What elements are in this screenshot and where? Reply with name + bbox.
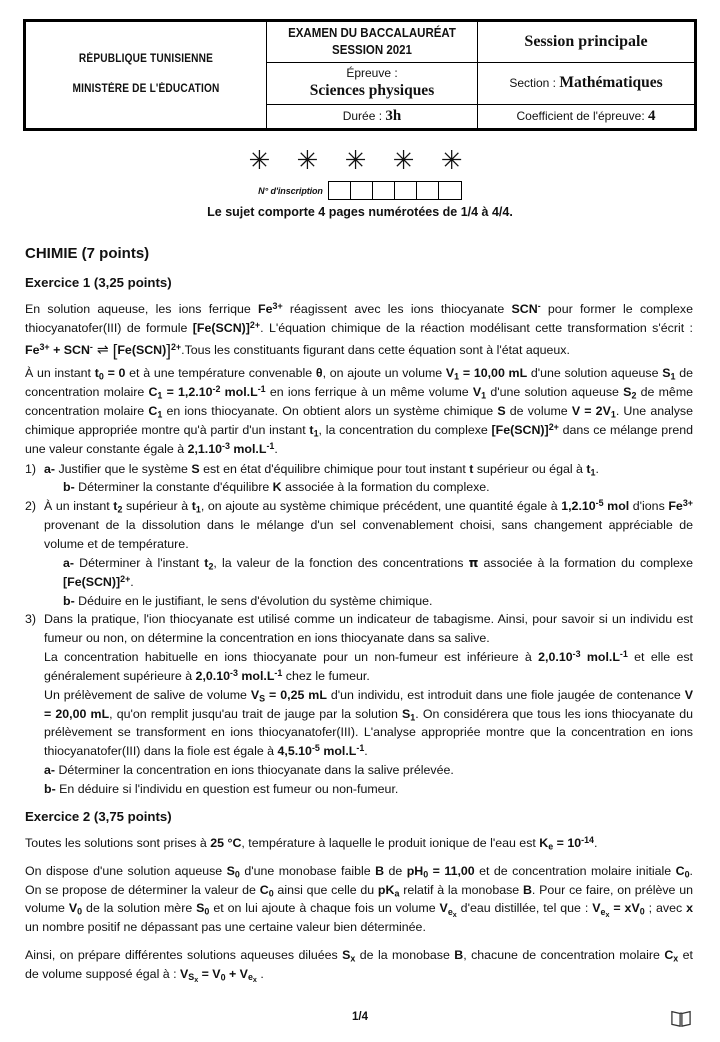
conc-value: 2,1.10 — [187, 441, 223, 456]
var-t0-value: = 0 — [103, 366, 126, 381]
var-c1-value: = 1,2.10 — [162, 385, 213, 400]
ex2-paragraph-2 — [25, 862, 693, 937]
text-frag: en ions thiocyanate. On obtient alors un système chimique — [162, 404, 498, 419]
eq-vsx-ve-sub-e: e — [247, 972, 253, 983]
var-b: B — [375, 863, 385, 878]
text-frag: Déduire en le justifiant, le sens d'évolution du système chimique. — [74, 593, 433, 608]
var-v1-value: = 10,00 mL — [459, 366, 528, 381]
text-frag: , on ajoute un volume — [322, 366, 446, 381]
var-sx: S — [342, 948, 351, 963]
var-c1: C — [148, 385, 158, 400]
text-frag: . Une analyse chimique appropriée montre qu'à partir d'un instant — [25, 404, 694, 437]
eq-vsx-v0-sub: 0 — [220, 972, 226, 983]
page-number: 1/4 — [352, 1011, 368, 1023]
text-frag: de concentration molaire — [25, 366, 693, 400]
var-s1-sub: 1 — [410, 712, 416, 723]
question-2b — [44, 592, 693, 611]
duree-label: Durée : — [342, 108, 383, 123]
inscription-row — [0, 181, 720, 200]
text-frag: Toutes les solutions sont prises à — [25, 835, 211, 850]
conc-unit: mol.L — [580, 650, 620, 665]
formula-fe: Fe — [258, 301, 273, 316]
conc-unit-exp: -1 — [619, 649, 628, 660]
var-vex-sub-e: e — [447, 906, 453, 917]
qty-exp: -5 — [595, 498, 604, 509]
conc-exp: -3 — [222, 440, 230, 451]
exam-body — [25, 243, 693, 985]
formula-fe-charge: 3+ — [682, 498, 693, 509]
section-value: Mathématiques — [559, 74, 663, 92]
var-c1-unit-exp: -1 — [257, 384, 266, 395]
q2b-label: b- — [63, 593, 75, 608]
text-frag: provenant de la dissolution dans le mélange d'un sel convenablement choisi, sans changement appréciable de volume et de température. — [44, 518, 693, 551]
q3a-label: a- — [44, 763, 56, 778]
text-frag: , qu'on remplit jusqu'au trait de jauge par la solution — [109, 706, 403, 721]
var-v1b: V — [472, 385, 482, 400]
chimie-section-title: CHIMIE (7 points) — [25, 245, 150, 262]
text-frag: . — [595, 461, 599, 476]
text-frag: d'un individu, est introduit dans une fiole jaugée de contenance — [326, 687, 685, 702]
text-frag: , chacune de concentration molaire — [463, 948, 665, 963]
var-t2-sub: 2 — [117, 504, 123, 515]
var-ph0-value: = 11,00 — [428, 863, 475, 878]
ex2-paragraph-3 — [25, 946, 693, 984]
var-s0: S — [226, 863, 235, 878]
temperature-value: 25 °C — [210, 835, 242, 850]
exercice2-title: Exercice 2 (3,75 points) — [25, 808, 172, 824]
var-t0: t — [94, 366, 99, 381]
text-frag: À un instant — [44, 499, 114, 514]
text-frag: . — [130, 574, 134, 589]
var-theta: θ — [315, 366, 323, 381]
eq-vex-base: V — [592, 901, 601, 916]
exercice1-title: Exercice 1 (3,25 points) — [25, 274, 172, 290]
text-frag: , la valeur de la fonction des concentrations — [213, 555, 469, 570]
var-vex-sub-x: x — [452, 910, 457, 919]
ministry-label: MINISTÈRE DE L'ÉDUCATION — [72, 82, 220, 95]
eq-vsx-ve-subgrp — [248, 965, 257, 984]
var-t1-sub: 1 — [195, 504, 201, 515]
var-t2: t — [113, 499, 118, 514]
conc-smoker: 2,0.10 — [195, 668, 230, 683]
var-vsx — [180, 965, 198, 984]
var-s2: S — [623, 385, 632, 400]
var-c0b-sub: 0 — [268, 888, 274, 899]
eq-scn: SCN — [63, 342, 90, 357]
republic-label: RÉPUBLIQUE TUNISIENNE — [78, 52, 214, 65]
text-frag: réagissent avec les ions thiocyanate — [282, 301, 512, 316]
var-k: K — [272, 480, 282, 495]
var-t1-sub: 1 — [313, 428, 319, 439]
text-frag: , température à laquelle le produit ionique de l'eau est — [241, 835, 540, 850]
eq-complex-charge: 2+ — [170, 341, 182, 352]
text-frag: . On considérera que tous les ions thiocyanate du prélèvement se transforment en ions thiocyanatofer(III). L'analyse appropriée montre que la concentration en ions thiocyanatofer(III) dans la fiole est égale à — [44, 706, 694, 759]
inscription-box[interactable] — [373, 182, 395, 199]
conc-unit-exp: -1 — [266, 440, 275, 451]
question-2-text — [44, 499, 693, 551]
var-t1: t — [586, 461, 591, 476]
text-frag: et de concentration molaire initiale — [474, 863, 676, 878]
text-frag: et à une température convenable — [125, 366, 316, 381]
var-v0: V — [68, 901, 78, 916]
pages-note: Le sujet comporte 4 pages numérotées de 1/4 à 4/4. — [207, 205, 513, 219]
formula-complex-2-charge: 2+ — [548, 421, 559, 432]
var-v: V = 2V — [571, 404, 611, 419]
text-frag: Déterminer la constante d'équilibre — [74, 480, 273, 495]
var-vex — [440, 899, 457, 918]
text-frag: . On se propose de déterminer la valeur de — [25, 863, 693, 897]
text-frag: d'une solution aqueuse — [486, 385, 624, 400]
var-c0: C — [675, 863, 685, 878]
eq-plus: + — [49, 342, 64, 357]
text-frag: . — [364, 744, 368, 759]
var-t1-sub: 1 — [590, 467, 596, 478]
text-frag: Ainsi, on prépare différentes solutions aqueuses diluées — [25, 948, 343, 963]
eq-vsx-ve-sub — [247, 972, 257, 985]
formula-fe-charge: 3+ — [272, 300, 283, 311]
var-vex-base: V — [439, 901, 448, 916]
var-s1-sub: 1 — [670, 371, 676, 382]
question-3-text: Dans la pratique, l'ion thiocyanate est utilisé comme un indicateur de tabagisme. Ainsi, pour savoir si un individu est fumeur ou non, on détermine la concentration en ions thiocyanate dans sa salive. — [44, 612, 693, 646]
var-c1c: C — [148, 404, 158, 419]
var-pka: pK — [377, 882, 395, 897]
formula-scn-charge: - — [537, 300, 541, 311]
formula-complex-charge: 2+ — [249, 319, 261, 330]
text-frag: d'une monobase faible — [239, 863, 376, 878]
qty-value: 1,2.10 — [561, 499, 596, 514]
question-3b — [44, 780, 693, 799]
text-frag: associée à la formation du complexe. — [281, 480, 490, 495]
text-frag: Déterminer à l'instant — [74, 555, 205, 570]
var-v1-sub: 1 — [454, 371, 460, 382]
coefficient-value: 4 — [648, 107, 656, 124]
var-c1-unit: mol.L — [220, 385, 258, 400]
text-frag: , on ajoute au système chimique précédent, une quantité égale à — [200, 499, 562, 514]
var-t2: t — [204, 555, 209, 570]
eq-vex-rhs: = xV — [609, 901, 640, 916]
conc-flask-exp: -5 — [311, 743, 320, 754]
var-t1: t — [309, 422, 314, 437]
text-frag: ainsi que celle du — [273, 882, 378, 897]
conc-flask: 4,5.10 — [277, 744, 312, 759]
duree-value: 3h — [385, 107, 402, 124]
text-frag: d'une solution aqueuse — [527, 366, 663, 381]
text-frag: chez le fumeur. — [282, 668, 370, 683]
question-3 — [25, 610, 693, 798]
exam-header-table — [23, 19, 697, 131]
var-ke: K — [539, 835, 549, 850]
ex1-paragraph-2 — [25, 364, 693, 458]
inscription-box[interactable] — [329, 182, 351, 199]
q3b-label: b- — [44, 781, 56, 796]
formula-complex-2: [Fe(SCN)] — [491, 422, 549, 437]
text-frag: un nombre positif ne dépassant pas une certaine valeur bien déterminée. — [25, 920, 426, 935]
conc-nonsmoker-exp: -3 — [572, 649, 581, 660]
inscription-box[interactable] — [395, 182, 417, 199]
var-v1: V — [445, 366, 455, 381]
conc-unit: mol.L — [319, 744, 357, 759]
var-s1: S — [662, 366, 671, 381]
conc-unit-exp: -1 — [274, 667, 283, 678]
var-sx-sub: x — [350, 953, 356, 964]
eq-scn-charge: - — [89, 341, 93, 352]
var-vs-value: = 0,25 mL — [265, 687, 327, 702]
var-vex-sub — [448, 907, 457, 917]
var-vsx-sub-s: S — [188, 972, 195, 983]
text-frag: de même concentration molaire — [25, 385, 694, 419]
text-frag: . — [593, 835, 598, 850]
text-frag: et de volume supposé égal à : — [25, 948, 694, 981]
question-2-number: 2) — [25, 499, 37, 514]
coefficient-label: Coefficient de l'épreuve: — [516, 108, 645, 123]
q1a-label: a- — [44, 461, 56, 476]
var-c1-sub: 1 — [157, 390, 163, 401]
var-c1-exp: -2 — [212, 384, 221, 395]
text-frag: Justifier que le système — [55, 461, 192, 476]
var-vs: V — [250, 687, 260, 702]
exam-title-cell — [267, 21, 478, 63]
var-vsx-base: V — [180, 966, 189, 981]
text-frag: En déduire si l'individu en question est fumeur ou non-fumeur. — [55, 781, 399, 796]
conc-nonsmoker: 2,0.10 — [538, 650, 573, 665]
conc-unit-exp: -1 — [356, 743, 365, 754]
var-ke-value: = 10 — [553, 835, 582, 850]
question-3-line2 — [44, 648, 693, 686]
equilibrium-arrow-icon: ⇌ — [96, 341, 109, 358]
conc-unit: mol.L — [237, 668, 275, 683]
var-t1: t — [191, 499, 196, 514]
var-c0b: C — [259, 882, 269, 897]
q1b-label: b- — [63, 480, 75, 495]
text-frag: Déterminer la concentration en ions thiocyanate dans la salive prélevée. — [55, 763, 454, 778]
var-s0b: S — [196, 901, 205, 916]
inscription-box[interactable] — [351, 182, 373, 199]
text-frag: de — [384, 863, 407, 878]
formula-fe: Fe — [668, 499, 683, 514]
text-frag: On dispose d'une solution aqueuse — [25, 863, 227, 878]
eq-complex: Fe(SCN) — [117, 342, 167, 357]
pi-symbol: π — [468, 554, 479, 570]
text-frag: . L'équation chimique de la réaction modélisant cette transformation s'écrit : — [260, 320, 694, 335]
session-label: Session principale — [524, 32, 648, 50]
text-frag: supérieur ou égal à — [473, 461, 587, 476]
chemical-equation — [25, 340, 182, 360]
var-cx: C — [664, 948, 674, 963]
section-label: Section : — [509, 76, 557, 91]
text-frag: . — [256, 966, 264, 981]
var-s: S — [497, 404, 506, 419]
var-v1b-sub: 1 — [481, 390, 487, 401]
inscription-box[interactable] — [439, 182, 461, 199]
inscription-box[interactable] — [417, 182, 439, 199]
text-frag: La concentration habituelle en ions thiocyanate pour un non-fumeur est inférieure à — [44, 650, 539, 665]
var-s: S — [191, 461, 200, 476]
eq-fe-charge: 3+ — [39, 341, 50, 352]
text-frag: dans ce mélange prend une valeur constante égale à — [25, 422, 693, 456]
text-frag: supérieur à — [122, 499, 192, 514]
var-s0b-sub: 0 — [204, 906, 210, 917]
eq-bracket-close: ] — [166, 340, 171, 360]
var-v-sub: 1 — [610, 409, 616, 420]
epreuve-cell — [267, 62, 478, 104]
epreuve-value: Sciences physiques — [309, 82, 435, 100]
text-frag: d'eau distillée, tel que : — [456, 901, 593, 916]
text-frag: , la concentration du complexe — [318, 422, 492, 437]
exam-title-line1: EXAMEN DU BACCALAURÉAT — [288, 26, 456, 40]
eq-vex — [592, 899, 609, 918]
question-2 — [25, 497, 693, 610]
question-3-number: 3) — [25, 612, 37, 627]
conc-unit: mol.L — [229, 441, 267, 456]
eq-vex-sub-x: x — [605, 910, 610, 919]
duree-cell — [267, 104, 478, 129]
var-ke-sub: e — [548, 841, 554, 852]
text-frag: d'ions — [629, 499, 669, 514]
ministry-cell — [25, 21, 267, 130]
eq-vex-rhs-sub: 0 — [639, 906, 645, 917]
var-ph0-sub: 0 — [423, 869, 429, 880]
var-b: B — [522, 882, 532, 897]
formula-complex-charge: 2+ — [120, 573, 131, 584]
var-t0-sub: 0 — [98, 371, 104, 382]
eq-bracket-open: [ — [112, 340, 118, 360]
exam-title-line2: SESSION 2021 — [332, 42, 412, 57]
var-vsx-sub — [188, 972, 199, 985]
formula-scn: SCN — [511, 301, 538, 316]
var-t2-sub: 2 — [208, 561, 214, 572]
question-3-line3 — [44, 686, 693, 761]
var-s0-sub: 0 — [234, 869, 240, 880]
var-v0-sub: 0 — [77, 906, 83, 917]
eq-vsx-ve: + V — [225, 966, 248, 981]
text-frag: est en état d'équilibre chimique pour tout instant — [199, 461, 470, 476]
text-frag: et on lui ajoute à chaque fois un volume — [209, 901, 440, 916]
var-ph0: pH — [406, 863, 424, 878]
eq-vsx-ve-sub-x: x — [252, 976, 257, 985]
var-c0-sub: 0 — [684, 869, 690, 880]
text-frag: Un prélèvement de salive de volume — [44, 687, 251, 702]
question-3a — [44, 761, 693, 780]
conc-smoker-exp: -3 — [230, 667, 238, 678]
question-1a — [44, 462, 599, 476]
var-pka-sub: a — [394, 888, 400, 899]
var-s2-sub: 2 — [631, 390, 637, 401]
text-frag: associée à la formation du complexe — [478, 555, 693, 570]
open-book-icon — [670, 1008, 692, 1028]
coefficient-cell — [478, 104, 696, 129]
text-frag: .Tous les constituants figurant dans cette équation sont à l'état aqueux. — [181, 342, 570, 357]
text-frag: relatif à la monobase — [399, 882, 523, 897]
var-t: t — [469, 461, 474, 476]
text-frag: de volume — [505, 404, 572, 419]
formula-complex: [Fe(SCN)] — [192, 320, 250, 335]
ex1-question-list — [25, 460, 693, 799]
text-frag: . Pour ce faire, on prélève un volume — [25, 882, 693, 916]
formula-complex: [Fe(SCN)] — [63, 574, 121, 589]
question-1 — [25, 460, 693, 498]
eq-vsx-v0: = V — [198, 966, 221, 981]
var-x: x — [686, 901, 694, 916]
var-b: B — [454, 948, 464, 963]
text-frag: de la solution mère — [82, 901, 197, 916]
eq-fe: Fe — [25, 342, 40, 357]
eq-vex-sub — [601, 907, 610, 917]
text-frag: À un instant — [25, 366, 95, 381]
eq-vex-sub-e: e — [600, 906, 606, 917]
section-cell — [478, 62, 696, 104]
text-frag: et elle est généralement supérieure à — [44, 650, 693, 683]
var-cx-sub: x — [673, 953, 679, 964]
ex2-paragraph-1 — [25, 834, 693, 853]
q2a-label: a- — [63, 555, 75, 570]
inscription-label: N° d'inscription — [258, 185, 323, 196]
text-frag: ; avec — [644, 901, 687, 916]
stars-decoration: ✳ ✳ ✳ ✳ ✳ — [248, 146, 472, 176]
epreuve-label: Épreuve : — [346, 65, 398, 80]
question-1b — [44, 478, 693, 497]
text-frag: En solution aqueuse, les ions ferrique — [25, 301, 259, 316]
ex1-intro-paragraph — [25, 300, 693, 364]
text-frag: . — [274, 441, 278, 456]
qty-unit: mol — [603, 499, 630, 514]
var-v-flask: V = 20,00 mL — [44, 687, 694, 721]
var-ke-exp: -14 — [581, 834, 594, 845]
var-c1c-sub: 1 — [157, 409, 163, 420]
var-s1: S — [402, 706, 411, 721]
session-cell — [478, 21, 696, 63]
inscription-number-input[interactable] — [328, 181, 462, 200]
text-frag: de la monobase — [355, 948, 455, 963]
text-frag: pour former le complexe thiocyanatofer(III) de formule — [25, 301, 693, 335]
text-frag: en ions ferrique à un même volume — [265, 385, 473, 400]
var-vsx-sub-x: x — [194, 976, 199, 985]
var-vs-sub: S — [259, 693, 266, 704]
question-2a — [44, 554, 693, 592]
question-1-number: 1) — [25, 461, 37, 476]
